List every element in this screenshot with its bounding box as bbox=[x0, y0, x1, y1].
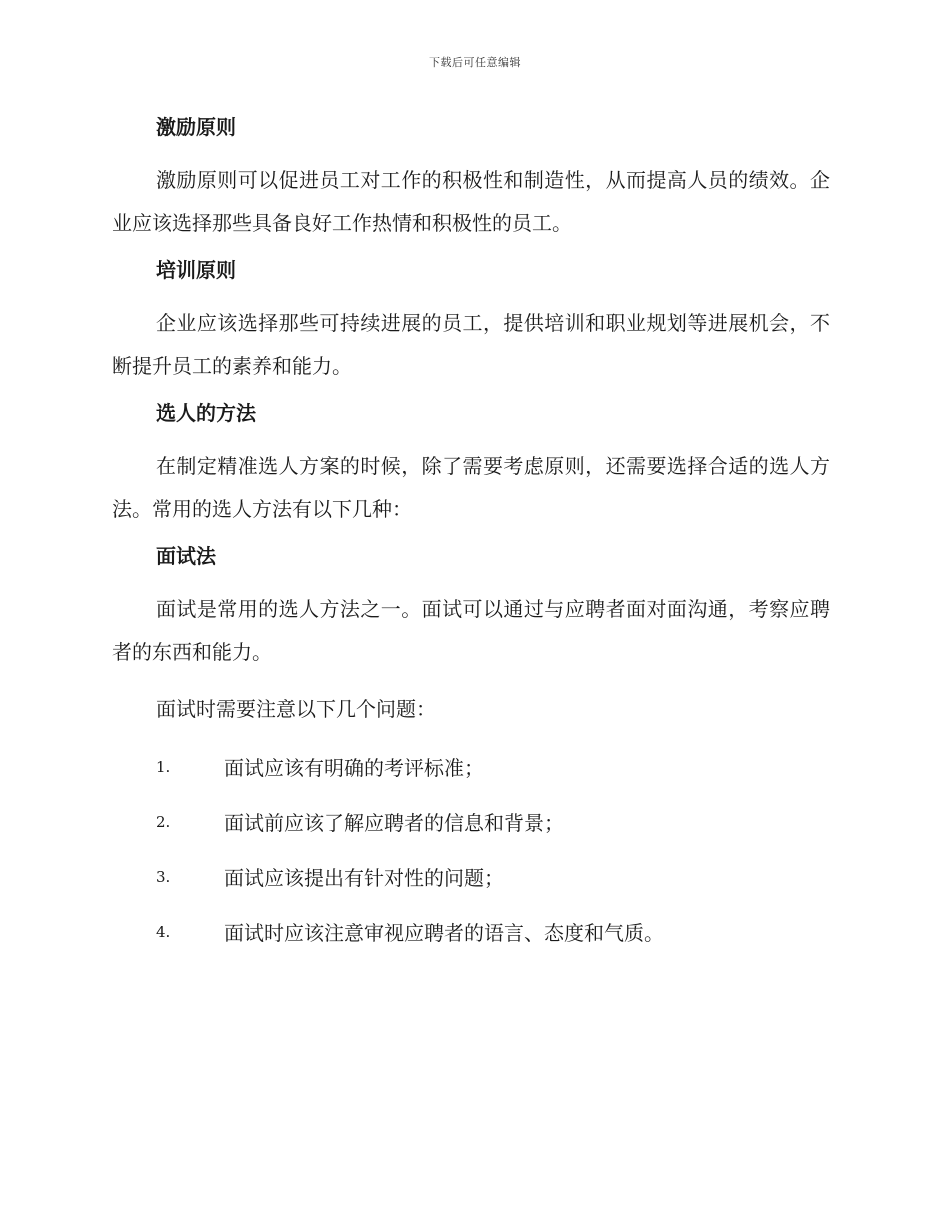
paragraph-incentive: 激励原则可以促进员工对工作的积极性和制造性，从而提高人员的绩效。企业应该选择那些具备良好工作热情和积极性的员工。 bbox=[112, 168, 830, 235]
list-item bbox=[112, 849, 830, 904]
paragraph-methods: 在制定精准选人方案的时候，除了需要考虑原则，还需要选择合适的选人方法。常用的选人方法有以下几种： bbox=[112, 454, 830, 521]
section-heading-methods: 选人的方法 bbox=[156, 401, 256, 425]
section-heading-incentive: 激励原则 bbox=[156, 115, 236, 139]
paragraph-training: 企业应该选择那些可持续进展的员工，提供培训和职业规划等进展机会，不断提升员工的素养和能力。 bbox=[112, 311, 830, 378]
document-body bbox=[112, 110, 830, 959]
page-header: 下载后可任意编辑 bbox=[429, 56, 521, 69]
list-number: 4. bbox=[156, 922, 171, 941]
list-item bbox=[112, 739, 830, 794]
list-text: 面试应该提出有针对性的问题； bbox=[224, 866, 504, 890]
list-text: 面试时应该注意审视应聘者的语言、态度和气质。 bbox=[224, 921, 664, 945]
paragraph-interview-notes: 面试时需要注意以下几个问题： bbox=[156, 697, 436, 721]
list-item bbox=[112, 794, 830, 849]
list-text: 面试应该有明确的考评标准； bbox=[224, 756, 484, 780]
list-text: 面试前应该了解应聘者的信息和背景； bbox=[224, 811, 564, 835]
list-number: 2. bbox=[156, 812, 171, 831]
paragraph-interview: 面试是常用的选人方法之一。面试可以通过与应聘者面对面沟通，考察应聘者的东西和能力。 bbox=[112, 597, 830, 664]
section-heading-interview: 面试法 bbox=[156, 544, 216, 568]
section-heading-training: 培训原则 bbox=[156, 258, 236, 282]
list-item bbox=[112, 904, 830, 959]
list-number: 3. bbox=[156, 867, 171, 886]
interview-notes-list bbox=[112, 739, 830, 959]
list-number: 1. bbox=[156, 757, 171, 776]
